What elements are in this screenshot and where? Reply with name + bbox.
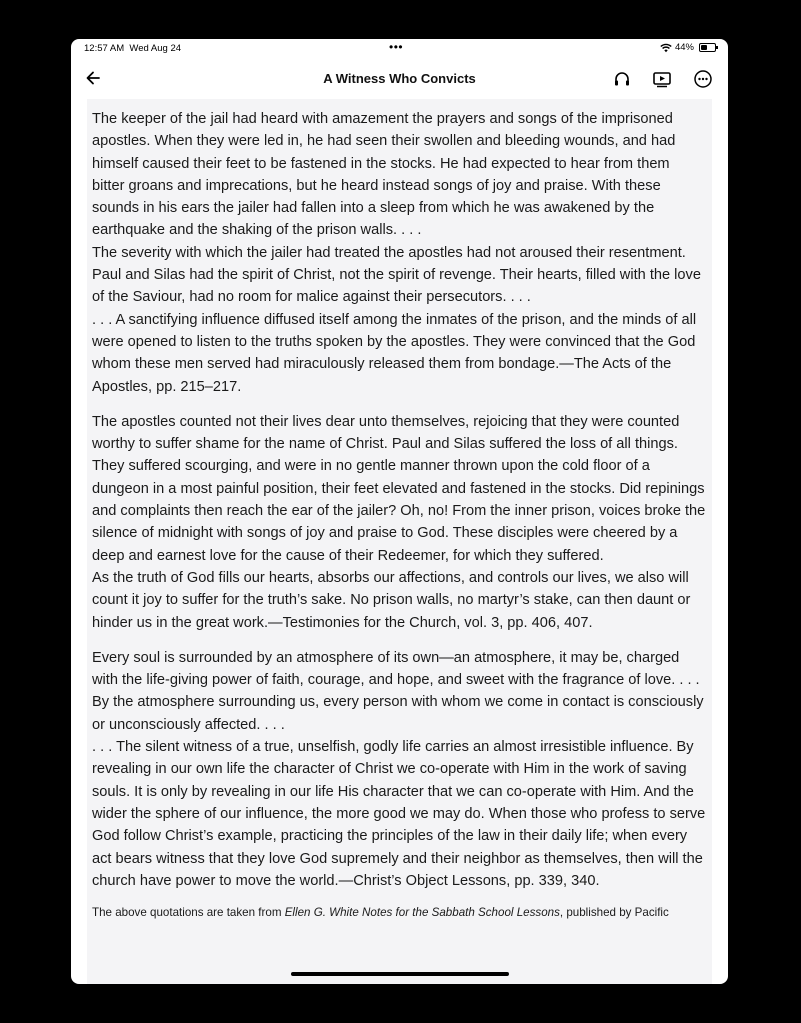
footnote-suffix: , published by Pacific [559,906,669,920]
paragraph-gap [92,398,706,411]
page-title: A Witness Who Convicts [323,71,476,86]
paragraph: . . . The silent witness of a true, unselfish, godly life carries an almost irresistible influence. By revealing in our own life the character of Christ we co-operate with Him in the work of saving souls. It is only by revealing in our life His character that we can co-operate with Him. And the wider the sphere of our influence, the more good we may do. When those who profess to serve God follow Christ’s example, practicing the principles of the law in their daily life; when every act bears witness that they love God supremely and their neighbor as themselves, then will the church have power to move the world.—Christ’s Object Lessons, pp. 339, 340. [92,739,706,889]
status-time: 12:57 AM [84,43,125,54]
battery-percent: 44% [674,42,694,53]
paragraph: The apostles counted not their lives dear unto themselves, rejoicing that they were counted worthy to suffer shame for the name of Christ. Paul and Silas suffered the loss of all things. They suffered scourging, and were in no gentle manner thrown upon the cold floor of a dungeon in a most painful position, their feet elevated and fastened in the stocks. Did repinings and complaints then reach the ear of the jailer? Oh, no! From the inner prison, voices broke the silence of midnight with songs of joy and praise to God. These disciples were cheered by a deep and earnest love for the cause of their Redeemer, for which they suffered. [92,413,706,564]
nav-bar [71,61,728,97]
battery-icon [699,43,716,52]
reading-content [87,99,712,984]
multitask-dots[interactable]: ••• [389,40,404,54]
paragraph: Every soul is surrounded by an atmosphere of its own—an atmosphere, it may be, charged with the life-giving power of faith, courage, and hope, and sweet with the fragrance of love. . . . By the atmosphere surrounding us, every person with whom we come in contact is consciously or unconsciously affected. . . . [92,649,704,733]
paragraph: The severity with which the jailer had treated the apostles had not aroused their resentment. Paul and Silas had the spirit of Christ, not the spirit of revenge. Their hearts, filled with the love of the Saviour, had no room for malice against their persecutors. . . . [92,244,701,306]
source-footnote [92,904,706,922]
play-video-icon[interactable] [651,68,673,90]
paragraph-gap [92,634,706,647]
status-right-group [660,42,716,53]
wifi-icon [660,43,672,53]
paragraph: The keeper of the jail had heard with amazement the prayers and songs of the imprisoned apostles. When they were led in, he had seen their swollen and bleeding wounds, and had himself caused their feet to be fastened in the stocks. He had expected to hear from them bitter groans and imprecations, but he heard instead songs of joy and praise. With these sounds in his ears the jailer had fallen into a sleep from which he was awakened by the earthquake and the shaking of the prison walls. . . . [92,111,676,239]
device-screen [71,39,728,984]
home-indicator[interactable] [291,972,509,976]
more-options-icon[interactable] [692,68,714,90]
paragraph: . . . A sanctifying influence diffused itself among the inmates of the prison, and the minds of all were opened to listen to the truths spoken by the apostles. They were convinced that the God whom these men served had miraculously released them from bondage.—The Acts of the Apostles, pp. 215–217. [92,311,697,395]
footnote-prefix: The above quotations are taken from [92,906,285,920]
headphones-icon[interactable] [611,68,633,90]
status-bar [71,39,728,59]
status-time-date [84,43,181,54]
status-date: Wed Aug 24 [129,43,182,54]
footnote-book-title[interactable]: Ellen G. White Notes for the Sabbath School Lessons [284,906,560,920]
paragraph: As the truth of God fills our hearts, absorbs our affections, and controls our lives, we also will count it joy to suffer for the truth’s sake. No prison walls, no martyr’s stake, can then daunt or hinder us in the great work.—Testimonies for the Church, vol. 3, pp. 406, 407. [92,569,691,631]
